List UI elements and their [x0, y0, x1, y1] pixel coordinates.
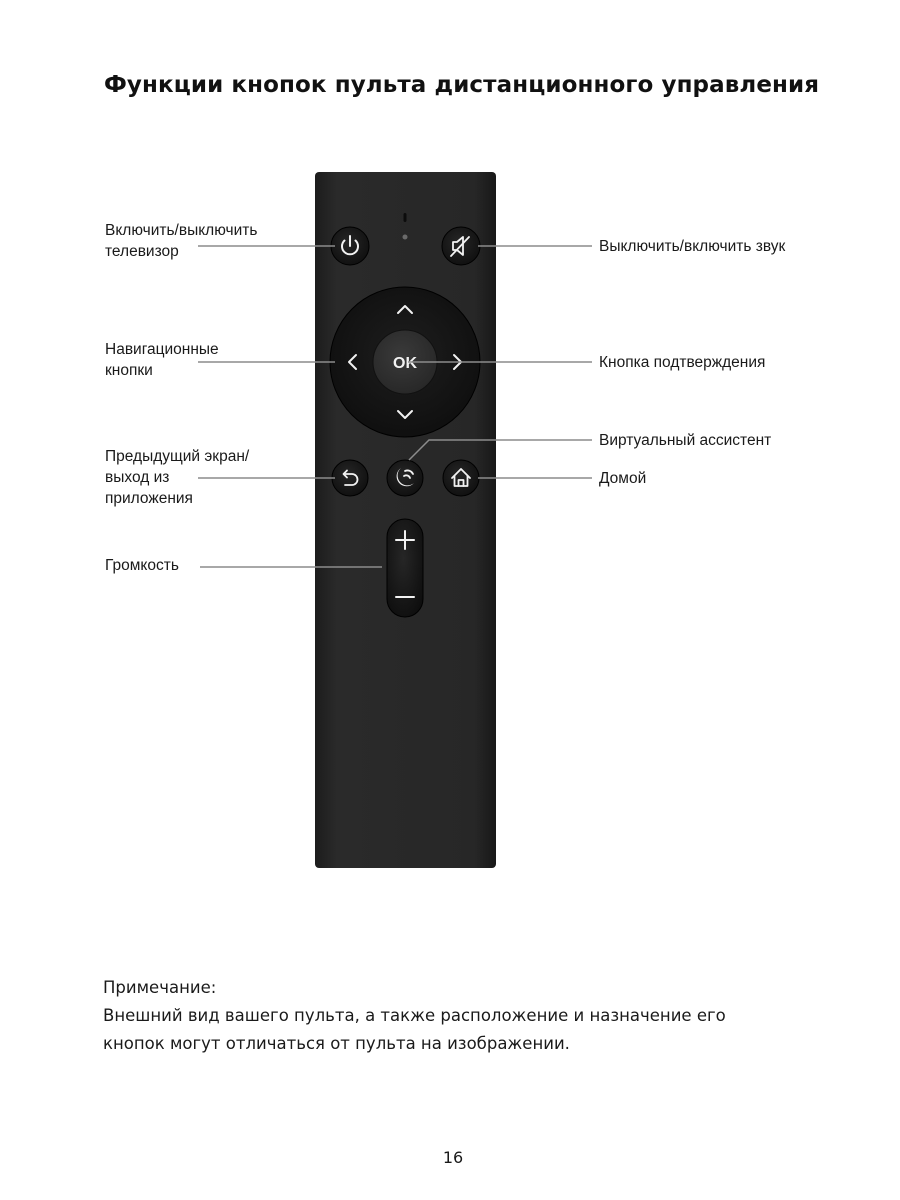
- mute-button[interactable]: [442, 227, 480, 265]
- assistant-button[interactable]: [387, 460, 423, 496]
- home-button[interactable]: [443, 460, 479, 496]
- label-assistant: Виртуальный ассистент: [599, 432, 772, 449]
- power-button[interactable]: [331, 227, 369, 265]
- note-line-2: кнопок могут отличаться от пульта на изображении.: [103, 1034, 570, 1053]
- note-line-1: Внешний вид вашего пульта, а также расположение и назначение его: [103, 1006, 726, 1025]
- label-ok: Кнопка подтверждения: [599, 354, 766, 371]
- volume-rocker: [387, 519, 423, 617]
- page-title: Функции кнопок пульта дистанционного управления: [104, 72, 820, 98]
- label-volume: Громкость: [105, 557, 179, 574]
- label-navigation: Навигационные кнопки: [105, 341, 219, 379]
- note-block: [103, 974, 726, 1058]
- ok-button-label: OK: [393, 355, 417, 372]
- label-mute: Выключить/включить звук: [599, 238, 786, 255]
- back-button[interactable]: [332, 460, 368, 496]
- microphone-hole: [404, 213, 407, 222]
- page-number: 16: [442, 1148, 464, 1167]
- led-indicator: [403, 235, 408, 240]
- label-back: Предыдущий экран/ выход из приложения: [105, 448, 250, 507]
- label-power: Включить/выключить телевизор: [105, 222, 258, 260]
- note-heading: Примечание:: [103, 978, 217, 997]
- label-home: Домой: [599, 470, 647, 487]
